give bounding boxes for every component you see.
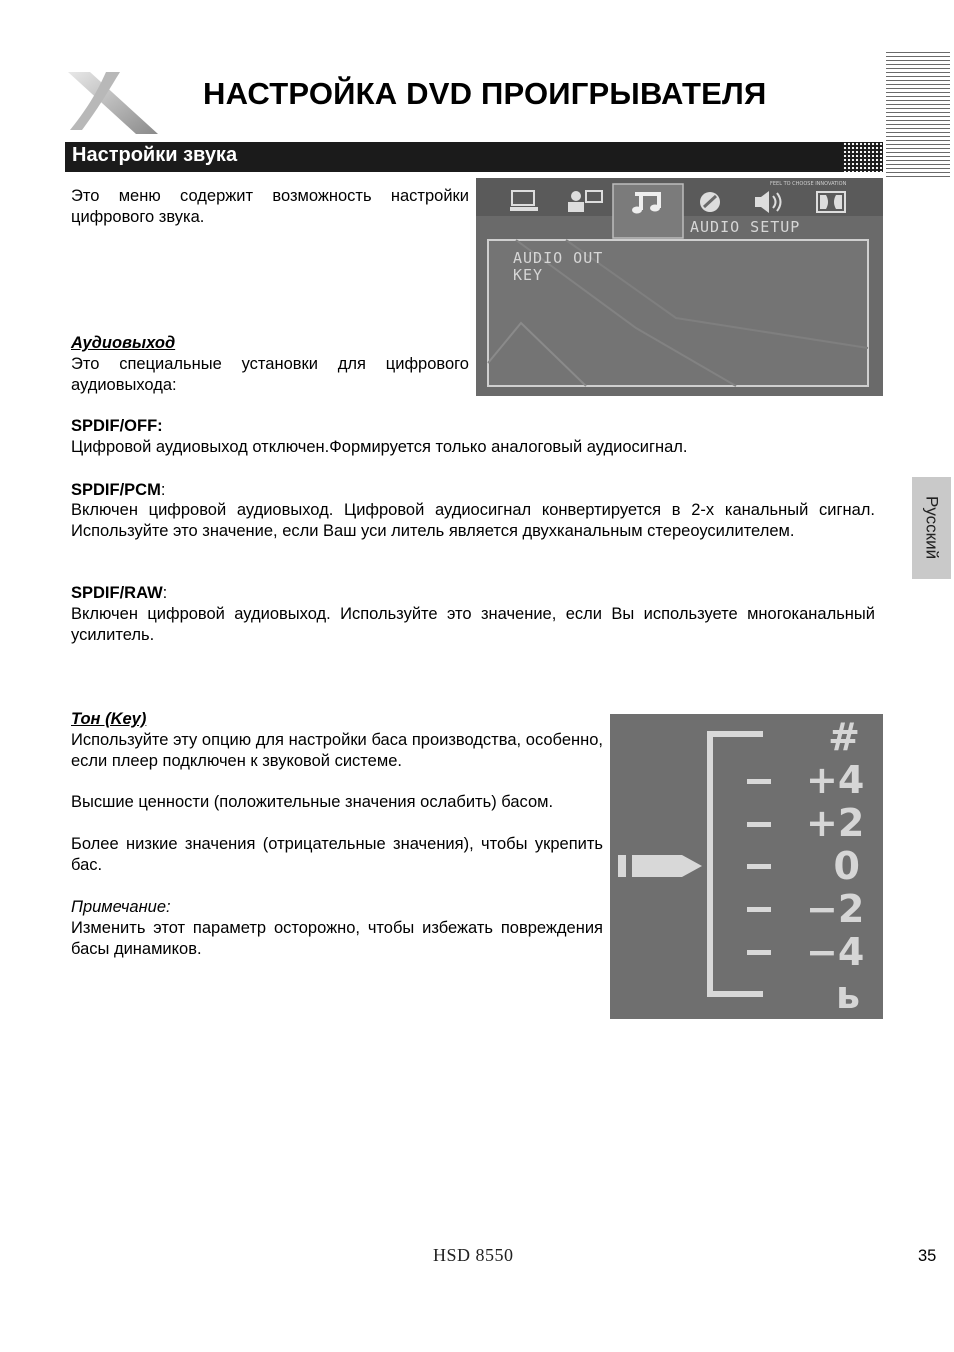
spdif-raw-label: SPDIF/RAW: [71, 584, 168, 602]
page-number: 35 [918, 1247, 937, 1265]
menu-item-key[interactable]: KEY [513, 266, 544, 284]
spdif-pcm-text: Включен цифровой аудиовыход. Цифровой аудиосигнал конвертируется в 2-х канальный сигнал. Используйте это значение, если Ваш уси литель является двухканальным стереоусилителем. [71, 501, 875, 540]
intro-text: Это меню содержит возможность настройки цифрового звука. [71, 187, 469, 226]
brand-strip-text: FEEL TO CHOOSE INNOVATION [770, 181, 847, 187]
disc-icon [698, 190, 722, 214]
key-level-sharp: # [828, 715, 860, 759]
audio-setup-label: AUDIO SETUP [690, 218, 801, 236]
audio-out-text: Это специальные установки для цифрового аудиовыхода: [71, 355, 469, 394]
key-level-plus-4: +4 [806, 758, 865, 802]
pointer-arrow-icon [618, 852, 702, 880]
decorative-dots [843, 142, 883, 172]
footer-model: HSD 8550 [433, 1245, 514, 1265]
key-paragraph-1: Используйте эту опцию для настройки баса производства, особенно, если плеер подключен к звуковой системе. [71, 731, 603, 770]
note-text: Изменить этот параметр осторожно, чтобы избежать повреждения басы динамиков. [71, 919, 603, 958]
audio-out-heading: Аудиовыход [71, 334, 176, 352]
key-paragraph-2: Высшие ценности (положительные значения ослабить) басом. [71, 793, 554, 811]
key-level-plus-2: +2 [806, 801, 865, 845]
user-icon [566, 188, 606, 214]
key-level-zero: 0 [833, 844, 860, 888]
dolby-icon [816, 191, 846, 213]
note-label: Примечание: [71, 898, 171, 916]
spdif-off-label: SPDIF/OFF: [71, 417, 163, 435]
key-level-flat: ь [835, 973, 860, 1017]
brand-logo-icon [60, 68, 160, 136]
key-level-minus-4: −4 [806, 930, 865, 974]
language-tab-label: Русский [922, 496, 942, 560]
key-heading: Тон (Key) [71, 710, 147, 728]
monitor-icon [510, 190, 538, 212]
music-note-icon [631, 190, 665, 214]
key-levels [806, 715, 865, 1017]
spdif-raw-text: Включен цифровой аудиовыход. Используйте это значение, если Вы используете многоканальный усилитель. [71, 605, 875, 644]
key-level-minus-2: −2 [806, 887, 865, 931]
key-paragraph-3: Более низкие значения (отрицательные значения), чтобы укрепить бас. [71, 835, 603, 874]
spdif-pcm-label: SPDIF/PCM: [71, 481, 166, 499]
spdif-off-text: Цифровой аудиовыход отключен.Формируется только аналоговый аудиосигнал. [71, 438, 688, 456]
page-title: НАСТРОЙКА DVD ПРОИГРЫВАТЕЛЯ [203, 76, 767, 111]
menu-item-audio-out[interactable]: AUDIO OUT [513, 249, 604, 267]
decorative-stripes [886, 52, 950, 180]
audio-setup-screenshot [476, 178, 883, 396]
key-level-screenshot [610, 714, 883, 1019]
section-title: Настройки звука [72, 144, 238, 166]
speaker-icon [753, 190, 787, 214]
